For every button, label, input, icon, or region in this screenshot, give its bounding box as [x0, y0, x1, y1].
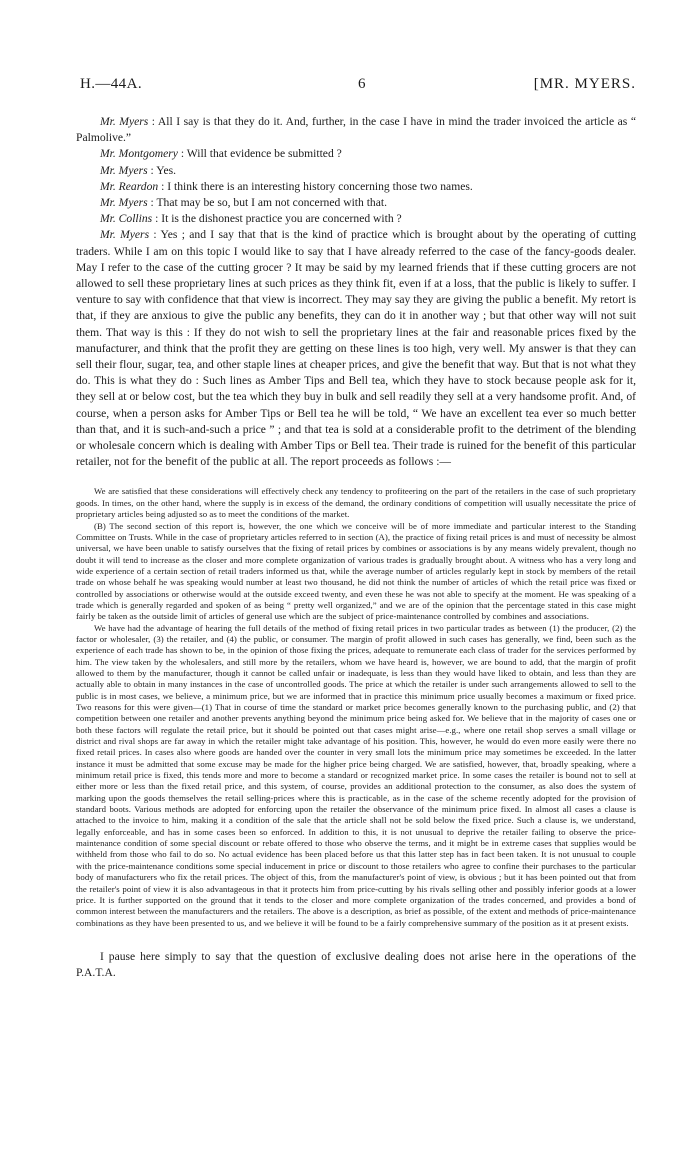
quoted-report — [76, 486, 636, 928]
speaker-name: Mr. Montgomery — [100, 147, 178, 161]
speaker-heading: [MR. MYERS. — [533, 76, 636, 92]
dialogue-line: Mr. Myers : That may be so, but I am not concerned with that. — [100, 196, 387, 210]
speaker-name: Mr. Reardon — [100, 179, 159, 193]
dialogue-line: Mr. Myers : All I say is that they do it. And, further, in the case I have in mind the trader invoiced the article as “ Palmolive.” — [76, 115, 636, 145]
speaker-name: Mr. Myers — [100, 196, 148, 210]
closing-section — [76, 949, 636, 981]
dialogue-text: I think there is an interesting history concerning those two names. — [167, 179, 473, 193]
dialogue-line: Mr. Myers : Yes ; and I say that that is the kind of practice which is brought about by the operating of cutting traders. While I am on this topic I would like to say that I have already referred to the case of the fancy-goods dealer. May I refer to the case of the cutting grocer ? It may be said by my learned friends that if these cutting grocers are not allowed to sell these proprietary lines at such prices as they think fit, even if at a loss, that the public is likely to suffer. I venture to say with confidence that that view is incorrect. They may say they are giving the public a benefit. My retort is that, if they are anxious to give the public any benefits, they can do it in another way ; but that other way will not suit them. That way is this : If they do not wish to sell the proprietary lines at the fair and reasonable prices fixed by the manufacturer, and think that the profit they are getting on these lines is too high, very well. My answer is that they can sell their flour, sugar, tea, and other staple lines at cheaper prices, and give the benefit that way. But that is not what they do. This is what they do : Such lines as Amber Tips and Bell tea, which they have to stock because people ask for it, they sell at or below cost, but the tea which they buy in bulk and sell readily they sell at a very handsome profit. And, of course, when a person asks for Amber Tips or Bell tea he will be told, “ We have an excellent tea ever so much better than that, and it is such-and-such a price ” ; and that tea is sold at a considerable profit to the detriment of the blending or wholesale concern which is dealing with Amber Tips or Bell tea. Their trade is ruined for the benefit of this particular retailer, not for the benefit of the public at all. The report proceeds as follows :— — [76, 228, 636, 469]
dialogue-text: That may be so, but I am not concerned with that. — [156, 196, 387, 210]
page-header — [76, 76, 636, 102]
speaker-name: Mr. Myers — [100, 228, 150, 242]
dialogue-text: All I say is that they do it. And, further, in the case I have in mind the trader invoiced the article as “ Palmolive.” — [76, 115, 636, 145]
dialogue-line: Mr. Collins : It is the dishonest practice you are concerned with ? — [100, 212, 402, 226]
dialogue-text: Will that evidence be submitted ? — [186, 147, 342, 161]
quote-paragraph: We have had the advantage of hearing the full details of the method of fixing retail prices in two particular trades as between (1) the producer, (2) the factor or wholesaler, (3) the retailer, and (4) the public, or consumer. The margin of profit allowed in such cases has generally, we find, been such as the experience of each trade has shown to be, in the opinion of those fixing the prices, adequate to remunerate each class of trader for the services performed by him. The view taken by the wholesalers, and still more by the retailers, whom we have heard is, however, we are bound to add, that the margin of profit allowed to them by the manufacturer, though it cannot be called unfair or inadequate, is less than they would have liked to obtain, and less than they are actually able to obtain in many instances in the case of uncontrolled goods. The price at which the retailer is under such arrangements allowed to sell to the public is in most cases, we believe, a minimum price, but we are informed that in practice this minimum price usually becomes a maximum or fixed price. Two reasons for this were given—(1) That in course of time the standard or market price becomes generally known to the purchasing public, and (2) that competition between one retailer and another prevents anything beyond the minimum price being asked for. We believe that in the majority of cases one or both these factors will regulate the retail price, but it should be pointed out that cases might arise—e.g., where one retail shop serves a small village or district and rival shops are far away in which the retailer might take advantage of his position. This, however, he would do even more easily were there no fixed retail prices. In cases also where goods are handed over the counter in very small lots the minimum price may sometimes be exceeded. In the latter instance it must be admitted that some excuse may be made for the higher price being charged. We are satisfied, however, that, broadly speaking, where a minimum retail price is fixed, this tends more and more to become a standard or recognized market price. In some cases the retailer is bound not to sell at either more or less than the fixed retail price, and this system, of course, provides an additional protection to the consumer, as also does the system of marking upon the goods themselves the retail selling-prices where this is practicable, as in the case of the scheme recently adopted for the provision of standard boots. Various methods are adopted for enforcing upon the retailer the observance of the minimum price fixed. In almost all cases a clause is attached to the invoice to him, making it a condition of the sale that the article shall not be sold below the fixed price. Such a clause is, we understand, legally enforceable, and has in some cases been so enforced. In addition to this, it is not unusual to deprive the retailer failing to observe the price-maintenance condition of some special discount or rebate offered to those who observe the terms, and it might be in extreme cases that supplies would be withheld from those who fail to do so. No actual evidence has been placed before us that this latter step has in fact been taken. It is not unusual to couple with the price-maintenance conditions some special inducement in price or discount to those retailers who agree to confine their purchases to the particular body of manufacturers who fix the retail prices. The object of this, from the manufacturer's point of view, is obvious ; but it has been pointed out that from the retailer's point of view it is also advantageous in that it protects him from price-cutting by his rivals selling other and possibly inferior goods at a lower price. It is further supported on the ground that it tends to the closer and more complete organization of the trades concerned, and provides a bond of common interest between the manufacturers and the retailers. The above is a description, as brief as possible, of the extent and methods of price-maintenance combinations as they have been presented to us, and we believe it will be found to be a fairly comprehensive summary of the position as it at present exists. — [76, 622, 636, 928]
closing-paragraph: I pause here simply to say that the question of exclusive dealing does not arise here in the operations of the P.A.T.A. — [76, 949, 636, 980]
dialogue-line: Mr. Montgomery : Will that evidence be submitted ? — [100, 147, 342, 161]
page-number: 6 — [358, 76, 366, 92]
dialogue-line: Mr. Myers : Yes. — [100, 163, 177, 177]
dialogue-text: It is the dishonest practice you are concerned with ? — [161, 212, 402, 226]
speaker-name: Mr. Collins — [100, 212, 153, 226]
quote-paragraph: We are satisfied that these considerations will effectively check any tendency to profiteering on the part of the retailers in the case of such proprietary goods. In times, on the other hand, where the supply is in excess of the demand, the ordinary conditions of competition will usually necessitate the price of proprietary articles being adjusted so as to meet the conditions of the market. — [76, 486, 636, 520]
speaker-name: Mr. Myers — [100, 115, 149, 128]
dialogue-line: Mr. Reardon : I think there is an interesting history concerning those two names. — [100, 179, 473, 193]
quote-paragraph: (B) The second section of this report is, however, the one which we conceive will be of more immediate and particular interest to the Standing Committee on Trusts. While in the case of proprietary articles referred to in section (A), the practice of fixing retail prices is and must of necessity be almost universal, we have been unable to satisfy ourselves that the fixing of retail prices by combines or associations is by any means widely prevalent, though no doubt it will tend to increase as the closer and more complete organization of various trades is gradually brought about. A witness who has a very long and wide experience of a certain section of retail traders informed us that, while the average number of articles regularly kept in stock by members of the retail trade on whose behalf he was speaking would number at least two thousand, he did not think the number of articles of which the retail price was fixed or controlled by associations or otherwise would at the outside exceed twenty, and even these he was not able to specify at the moment. He was speaking of a trade which is generally regarded and spoken of as being “ pretty well organized,” and we are of the opinion that the percentage stated in this case might fairly be taken as the outside limit of articles of general use which are the subject of price-maintenance controlled by combines and associations. — [76, 520, 636, 622]
paper-reference: H.—44A. — [80, 76, 142, 92]
dialogue-text: Yes. — [156, 163, 177, 177]
speaker-name: Mr. Myers — [100, 163, 148, 177]
dialogue-section — [76, 114, 636, 470]
dialogue-text: Yes ; and I say that that is the kind of practice which is brought about by the operating of cutting traders. While I am on this topic I would like to say that I have already referred to the case of the fancy-goods dealer. May I refer to the case of the cutting grocer ? It may be said by my learned friends that if these cutting grocers are not allowed to sell these proprietary lines at such prices as they think fit, even if at a loss, that the public is likely to suffer. I venture to say with confidence that that view is incorrect. They may say they are giving the public a benefit. My retort is that, if they are anxious to give the public any benefits, they can do it in another way ; but that other way will not suit them. That way is this : If they do not wish to sell the proprietary lines at the fair and reasonable prices fixed by the manufacturer, and think that the profit they are getting on these lines is too high, very well. My answer is that they can sell their flour, sugar, tea, and other staple lines at cheaper prices, and give the benefit that way. But that is not what they do. This is what they do : Such lines as Amber Tips and Bell tea, which they have to stock because people ask for it, they sell at or below cost, but the tea which they buy in bulk and sell readily they sell at a very handsome profit. And, of course, when a person asks for Amber Tips or Bell tea he will be told, “ We have an excellent tea ever so much better than that, and it is such-and-such a price ” ; and that tea is sold at a considerable profit to the detriment of the blending or wholesale concern which is dealing with Amber Tips or Bell tea. Their trade is ruined for the benefit of this particular retailer, not for the benefit of the public at all. The report proceeds as follows :— — [76, 228, 636, 469]
